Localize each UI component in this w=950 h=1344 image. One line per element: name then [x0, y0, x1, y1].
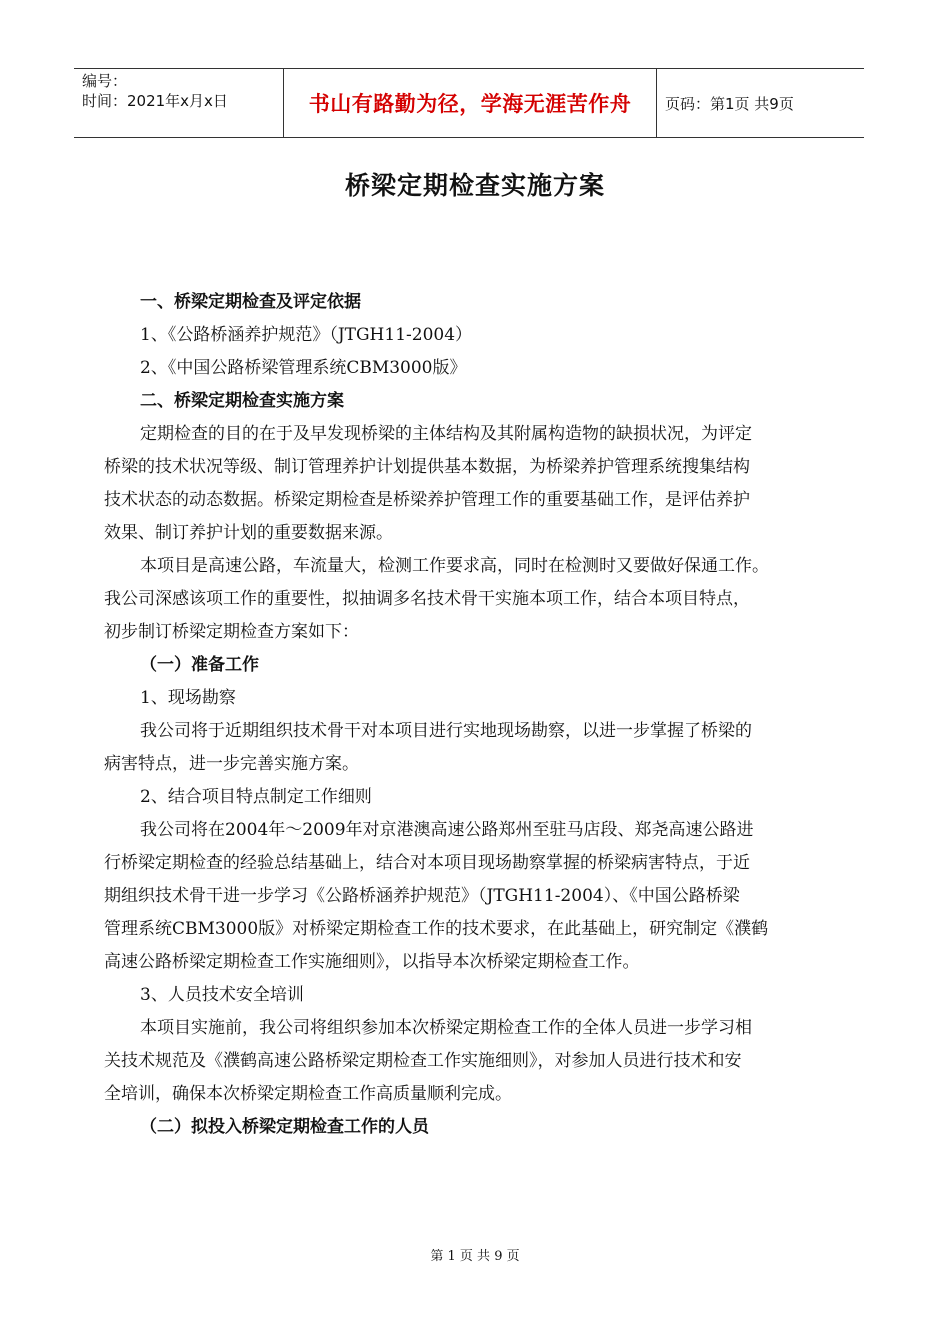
- document-body: [104, 286, 840, 1144]
- paragraph-line: 高速公路桥梁定期检查工作实施细则》，以指导本次桥梁定期检查工作。: [104, 952, 640, 972]
- paragraph-line: 管理系统CBM3000版》对桥梁定期检查工作的技术要求，在此基础上，研究制定《濮鹤: [104, 919, 769, 939]
- doc-date-label: 时间：2021年x月x日: [82, 92, 228, 110]
- paragraph-line: 3、人员技术安全培训: [140, 985, 304, 1005]
- paragraph-line: 1、现场勘察: [140, 688, 236, 708]
- paragraph-line: 病害特点，进一步完善实施方案。: [104, 754, 359, 774]
- paragraph-line: 我公司将在2004年～2009年对京港澳高速公路郑州至驻马店段、郑尧高速公路进: [140, 820, 754, 840]
- paragraph-line: 2、结合项目特点制定工作细则: [140, 787, 372, 807]
- paragraph-line: 效果、制订养护计划的重要数据来源。: [104, 523, 393, 543]
- paragraph-line: 1、《公路桥涵养护规范》（JTGH11-2004）: [140, 325, 473, 345]
- paragraph-line: 定期检查的目的在于及早发现桥梁的主体结构及其附属构造物的缺损状况，为评定: [140, 424, 752, 444]
- paragraph-line: 我公司将于近期组织技术骨干对本项目进行实地现场勘察，以进一步掌握了桥梁的: [140, 721, 752, 741]
- paragraph-line: 期组织技术骨干进一步学习《公路桥涵养护规范》（JTGH11-2004）、《中国公路桥梁: [104, 886, 740, 906]
- document-title: 桥梁定期检查实施方案: [344, 171, 605, 200]
- paragraph-line: 我公司深感该项工作的重要性，拟抽调多名技术骨干实施本项工作，结合本项目特点，: [104, 589, 750, 609]
- header-meta: [74, 69, 284, 137]
- section-heading: （一）准备工作: [140, 655, 259, 675]
- paragraph-line: 本项目是高速公路，车流量大，检测工作要求高，同时在检测时又要做好保通工作。: [140, 556, 769, 576]
- section-heading: 二、桥梁定期检查实施方案: [140, 391, 344, 411]
- section-heading: （二）拟投入桥梁定期检查工作的人员: [140, 1117, 429, 1137]
- paragraph-line: 技术状态的动态数据。桥梁定期检查是桥梁养护管理工作的重要基础工作，是评估养护: [104, 490, 750, 510]
- header-motto-cell: [284, 69, 657, 137]
- header-page-info-cell: [657, 69, 864, 137]
- paragraph-line: 全培训，确保本次桥梁定期检查工作高质量顺利完成。: [104, 1084, 512, 1104]
- paragraph-line: 本项目实施前，我公司将组织参加本次桥梁定期检查工作的全体人员进一步学习相: [140, 1018, 752, 1038]
- doc-number-label: 编号：: [82, 72, 128, 90]
- header-motto: 书山有路勤为径，学海无涯苦作舟: [308, 92, 632, 116]
- paragraph-line: 2、《中国公路桥梁管理系统CBM3000版》: [140, 358, 467, 378]
- page-header: [74, 68, 864, 138]
- page-footer: 第 1 页 共 9 页: [430, 1249, 520, 1264]
- paragraph-line: 行桥梁定期检查的经验总结基础上，结合对本项目现场勘察掌握的桥梁病害特点，于近: [104, 853, 750, 873]
- paragraph-line: 初步制订桥梁定期检查方案如下：: [104, 622, 359, 642]
- paragraph-line: 关技术规范及《濮鹤高速公路桥梁定期检查工作实施细则》，对参加人员进行技术和安: [104, 1051, 742, 1071]
- section-heading: 一、桥梁定期检查及评定依据: [140, 292, 361, 312]
- paragraph-line: 桥梁的技术状况等级、制订管理养护计划提供基本数据，为桥梁养护管理系统搜集结构: [104, 457, 750, 477]
- header-page-info: 页码：第1页 共9页: [665, 94, 794, 113]
